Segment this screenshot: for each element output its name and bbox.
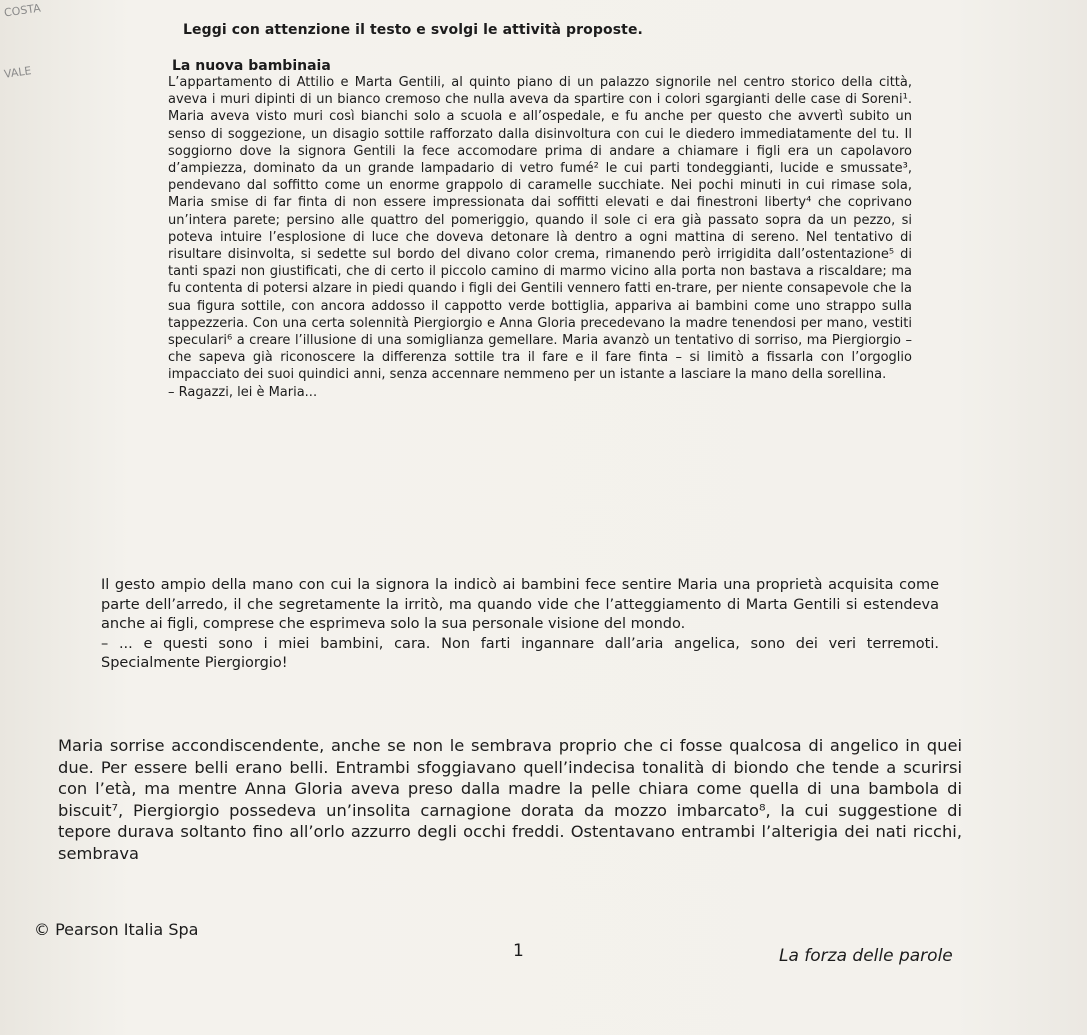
story-title: La nuova bambinaia	[172, 58, 331, 74]
text-block-small	[168, 74, 912, 401]
book-title: La forza delle parole	[779, 946, 953, 966]
margin-handwriting: VALE	[3, 64, 33, 81]
paragraph: L’appartamento di Attilio e Marta Gentili, al quinto piano di un palazzo signorile nel centro storico della città, aveva i muri dipinti di un bianco cremoso che nulla aveva da spartire con i colori sgargianti delle case di Soreni¹. Maria aveva visto muri così bianchi solo a scuola e all’ospedale, e fu anche per questo che avvertì subito un senso di soggezione, un disagio sottile rafforzato dalla disinvoltura con cui le diedero immediatamente del tu. Il soggiorno dove la signora Gentili la fece accomodare prima di andare a chiamare i figli era un capolavoro d’ampiezza, dominato da un grande lampadario di vetro fumé² le cui parti tondeggianti, lucide e smussate³, pendevano dal soffitto come un enorme grappolo di caramelle succhiate. Nei pochi minuti in cui rimase sola, Maria smise di far finta di non essere impressionata dai soffitti elevati e dai finestroni liberty⁴ che coprivano un’intera parete; persino alle quattro del pomeriggio, quando il sole ci era già passato sopra da un pezzo, si poteva intuire l’esplosione di luce che doveva detonare là dentro a ogni mattina di sereno. Nel tentativo di risultare disinvolta, si sedette sul bordo del divano color crema, rimanendo però irrigidita dall’ostentazione⁵ di tanti spazi non giustificati, che di certo il piccolo camino di marmo vicino alla porta non bastava a riscaldare; ma fu contenta di potersi alzare in piedi quando i figli dei Gentili vennero fatti en-trare, per niente consapevole che la sua figura sottile, con ancora addosso il cappotto verde bottiglia, appariva ai bambini come uno strappo sulla tappezzeria. Con una certa solennità Piergiorgio e Anna Gloria precedevano la madre tenendosi per mano, vestiti speculari⁶ a creare l’illusione di una somiglianza gemellare. Maria avanzò un tentativo di sorriso, ma Piergiorgio – che sapeva già riconoscere la differenza sottile tra il fare e il fare finta – si limitò a fissarla con l’orgoglio impacciato dei suoi quindici anni, senza accennare nemmeno per un istante a lasciare la mano della sorellina.	[168, 75, 912, 383]
paragraph: – ... e questi sono i miei bambini, cara. Non farti ingannare dall’aria angelica, sono dei veri terremoti. Specialmente Piergiorgio!	[101, 635, 939, 671]
paragraph: – Ragazzi, lei è Maria...	[168, 384, 318, 400]
paragraph: Il gesto ampio della mano con cui la signora la indicò ai bambini fece sentire Maria una proprietà acquisita come parte dell’arredo, il che segretamente la irritò, ma quando vide che l’atteggiamento di Marta Gentili si estendeva anche ai figli, comprese che esprimeva solo la sua personale visione del mondo.	[101, 577, 939, 632]
paragraph: Maria sorrise accondiscendente, anche se non le sembrava proprio che ci fosse qualcosa di angelico in quei due. Per essere belli erano belli. Entrambi sfoggiavano quell’indecisa tonalità di biondo che tende a scurirsi con l’età, ma mentre Anna Gloria aveva preso dalla madre la pelle chiara come quella di una bambola di biscuit⁷, Piergiorgio possedeva un’insolita carnagione dorata da mozzo imbarcato⁸, la cui suggestione di tepore durava soltanto fino all’orlo azzurro degli occhi freddi. Ostentavano entrambi l’alterigia dei nati ricchi, sembrava	[58, 736, 962, 863]
text-block-large	[58, 735, 962, 865]
margin-handwriting: COSTA	[3, 1, 42, 20]
publisher-credit: © Pearson Italia Spa	[34, 920, 199, 939]
page-number: 1	[513, 941, 524, 961]
text-block-medium	[101, 576, 939, 674]
instruction-heading: Leggi con attenzione il testo e svolgi le attività proposte.	[183, 22, 643, 38]
